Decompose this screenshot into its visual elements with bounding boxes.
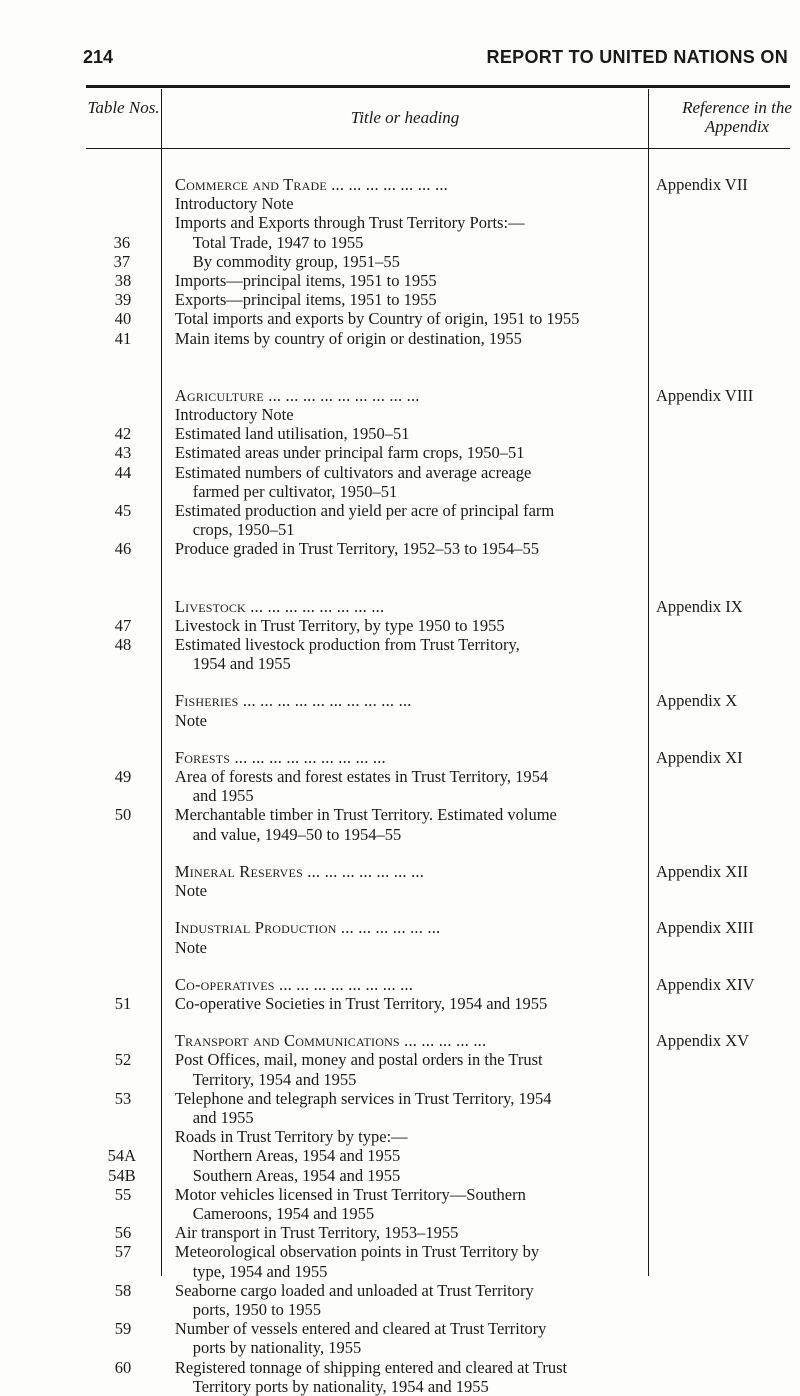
table-title: Livestock in Trust Territory, by type 1950 to 1955: [174, 615, 505, 635]
section-gap: [86, 900, 790, 918]
table-title: Roads in Trust Territory by type:—: [174, 1127, 408, 1147]
table-row: [86, 1166, 790, 1185]
table-row: [86, 539, 790, 558]
section-title: Co-operatives ... ... ... ... ... ... ... ...: [174, 974, 414, 994]
section-gap: [86, 844, 790, 862]
section-gap: [86, 730, 790, 748]
table-number: [86, 1127, 160, 1146]
appendix-reference: Appendix IX: [656, 596, 743, 616]
header-rule: [86, 148, 790, 149]
table-number: 46: [114, 539, 132, 559]
running-title: REPORT TO UNITED NATIONS ON: [486, 47, 788, 67]
table-row: [86, 233, 790, 252]
table-row: [86, 635, 790, 654]
table-number: 54A: [107, 1146, 137, 1166]
appendix-reference: Appendix XII: [656, 861, 749, 881]
table-row: [86, 290, 790, 309]
table-title: Estimated areas under principal farm crops, 1950–51: [174, 443, 525, 463]
table-row: [86, 938, 790, 957]
table-row: [86, 1127, 790, 1146]
table-row: [86, 654, 790, 673]
table-row: [86, 405, 790, 424]
table-row: [86, 194, 790, 213]
table-title: Estimated numbers of cultivators and average acreage: [174, 462, 532, 482]
section-heading-row: [86, 597, 790, 616]
table-title: ports by nationality, 1955: [192, 1338, 362, 1358]
table-title: Number of vessels entered and cleared at Trust Territory: [174, 1319, 547, 1339]
appendix-reference: Appendix XV: [656, 1031, 750, 1051]
top-rule: [86, 85, 790, 88]
table-row: [86, 786, 790, 805]
table-title: and 1955: [192, 786, 254, 806]
table-row: [86, 1300, 790, 1319]
table-number: 58: [114, 1280, 132, 1300]
section-gap: [86, 559, 790, 597]
table-title: Exports—principal items, 1951 to 1955: [174, 290, 437, 310]
section-heading-row: [86, 918, 790, 937]
section-title: Agriculture ... ... ... ... ... ... ... ... ...: [174, 385, 420, 405]
table-number: 53: [114, 1088, 132, 1108]
table-number: [86, 1300, 158, 1319]
table-number: [86, 1338, 158, 1357]
table-number: [86, 213, 160, 232]
table-number: 38: [114, 271, 132, 291]
section-heading-row: [86, 386, 790, 405]
table-row: [86, 271, 790, 290]
table-row: [86, 1223, 790, 1242]
table-row: [86, 1089, 790, 1108]
table-title: Introductory Note: [174, 405, 294, 425]
table-title: and 1955: [192, 1107, 254, 1127]
table-row: [86, 1262, 790, 1281]
table-row: [86, 329, 790, 348]
table-number: 51: [114, 993, 132, 1013]
table-title: Territory, 1954 and 1955: [192, 1069, 357, 1089]
section-title: Forests ... ... ... ... ... ... ... ... ...: [174, 747, 386, 767]
table-title: Imports and Exports through Trust Territory Ports:—: [174, 213, 525, 233]
table-row: [86, 1338, 790, 1357]
table-title: Territory ports by nationality, 1954 and 1955: [192, 1376, 489, 1396]
page-number: 214: [83, 47, 114, 67]
appendix-reference: Appendix XIV: [656, 974, 755, 994]
table-number: [86, 482, 158, 501]
table-number: 42: [114, 424, 132, 444]
table-number: [86, 786, 158, 805]
table-title: Estimated livestock production from Trust Territory,: [174, 635, 520, 655]
table-number: 52: [114, 1050, 132, 1070]
table-title: Merchantable timber in Trust Territory. Estimated volume: [174, 805, 557, 825]
table-title: Meteorological observation points in Trust Territory by: [174, 1242, 540, 1262]
section-heading-row: [86, 691, 790, 710]
table-row: [86, 1050, 790, 1069]
table-row: [86, 309, 790, 328]
table-number: 36: [113, 232, 131, 252]
table-title: Co-operative Societies in Trust Territory, 1954 and 1955: [174, 993, 548, 1013]
appendix-reference: Appendix XI: [656, 747, 743, 767]
table-number: [86, 520, 158, 539]
running-head: [0, 0, 800, 80]
section-gap: [86, 348, 790, 386]
table-title: By commodity group, 1951–55: [192, 251, 400, 271]
table-title: Area of forests and forest estates in Trust Territory, 1954: [174, 767, 549, 787]
section-gap: [86, 673, 790, 691]
table-number: 41: [114, 328, 132, 348]
column-header-nos: Table Nos.: [87, 98, 160, 117]
table-title: and value, 1949–50 to 1954–55: [192, 824, 402, 844]
table-title: Seaborne cargo loaded and unloaded at Trust Territory: [174, 1280, 534, 1300]
appendix-reference: Appendix VII: [656, 175, 748, 194]
table-row: [86, 1185, 790, 1204]
table-row: [86, 252, 790, 271]
table-title: Southern Areas, 1954 and 1955: [192, 1165, 401, 1185]
table-number: [86, 1108, 158, 1127]
table-number: 44: [114, 462, 132, 482]
table-row: [86, 424, 790, 443]
table-row: [86, 501, 790, 520]
table-row: [86, 520, 790, 539]
table-number: 50: [114, 805, 132, 825]
table-title: Post Offices, mail, money and postal orders in the Trust: [174, 1050, 543, 1070]
table-number: 47: [114, 615, 132, 635]
table-number: [86, 1204, 158, 1223]
table-number: [86, 711, 160, 730]
table-title: Estimated production and yield per acre of principal farm: [174, 501, 555, 521]
appendix-reference: Appendix XIII: [656, 918, 754, 938]
table-number: 48: [114, 635, 132, 655]
section-heading-row: [86, 862, 790, 881]
table-number: 55: [114, 1184, 132, 1204]
table-number: 54B: [108, 1165, 136, 1185]
table-number: 37: [113, 251, 131, 271]
table-title: Note: [174, 710, 207, 730]
column-header-title: Title or heading: [350, 108, 460, 127]
table-title: type, 1954 and 1955: [192, 1261, 328, 1281]
table-number: [86, 1262, 158, 1281]
table-title: Note: [174, 881, 207, 901]
table-row: [86, 1358, 790, 1377]
table-title: Total Trade, 1947 to 1955: [192, 232, 364, 252]
table-row: [86, 1377, 790, 1396]
table-number: [86, 1070, 158, 1089]
table-row: [86, 463, 790, 482]
section-heading-row: [86, 175, 790, 194]
table-row: [86, 994, 790, 1013]
table-row: [86, 1204, 790, 1223]
table-number: 40: [114, 309, 132, 329]
table-row: [86, 805, 790, 824]
table-title: Note: [174, 937, 207, 957]
table-row: [86, 881, 790, 900]
section-title: Livestock ... ... ... ... ... ... ... ...: [174, 596, 385, 616]
section-heading-row: [86, 1031, 790, 1050]
table-number: [86, 825, 158, 844]
table-row: [86, 213, 790, 232]
table-row: [86, 1281, 790, 1300]
table-title: farmed per cultivator, 1950–51: [192, 481, 398, 501]
section-title: Transport and Communications ... ... ... ... ...: [174, 1031, 487, 1051]
table-title: Imports—principal items, 1951 to 1955: [174, 271, 437, 291]
section-title: Mineral Reserves ... ... ... ... ... ... ...: [174, 861, 425, 881]
table-title: ports, 1950 to 1955: [192, 1299, 322, 1319]
table-number: 43: [114, 443, 132, 463]
table-body: [86, 175, 790, 1396]
table-title: Produce graded in Trust Territory, 1952–53 to 1954–55: [174, 539, 540, 559]
table-title: Cameroons, 1954 and 1955: [192, 1203, 375, 1223]
table-row: [86, 711, 790, 730]
table-number: [86, 194, 160, 213]
appendix-reference: Appendix X: [656, 691, 738, 711]
table-number: [86, 881, 160, 900]
table-title: Air transport in Trust Territory, 1953–1955: [174, 1223, 459, 1243]
table-number: 57: [114, 1242, 132, 1262]
table-number: 45: [114, 501, 132, 521]
table-row: [86, 825, 790, 844]
table-row: [86, 1108, 790, 1127]
table-number: [86, 405, 160, 424]
table-title: Main items by country of origin or destination, 1955: [174, 328, 522, 348]
table-title: crops, 1950–51: [192, 520, 295, 540]
column-header-reference: Reference in the Appendix: [682, 98, 792, 136]
table-title: 1954 and 1955: [192, 654, 291, 674]
section-title: Commerce and Trade ... ... ... ... ... ... ...: [174, 175, 448, 194]
table-number: 56: [114, 1223, 132, 1243]
table-number: 59: [114, 1319, 132, 1339]
table-number: 60: [114, 1357, 132, 1377]
table-title: Northern Areas, 1954 and 1955: [192, 1146, 401, 1166]
table-title: Estimated land utilisation, 1950–51: [174, 424, 410, 444]
appendix-reference: Appendix VIII: [656, 385, 754, 405]
table-number: [86, 654, 158, 673]
table-title: Registered tonnage of shipping entered and cleared at Trust: [174, 1357, 568, 1377]
section-title: Fisheries ... ... ... ... ... ... ... ... ... ...: [174, 691, 412, 711]
table-row: [86, 1070, 790, 1089]
table-number: [86, 938, 160, 957]
table-row: [86, 1319, 790, 1338]
table-row: [86, 482, 790, 501]
section-title: Industrial Production ... ... ... ... ... ...: [174, 918, 441, 938]
table-number: [86, 1377, 158, 1396]
section-heading-row: [86, 975, 790, 994]
section-gap: [86, 957, 790, 975]
table-row: [86, 616, 790, 635]
table-title: Total imports and exports by Country of origin, 1951 to 1955: [174, 309, 580, 329]
section-gap: [86, 1013, 790, 1031]
table-row: [86, 1242, 790, 1261]
table-number: 39: [114, 290, 132, 310]
table-row: [86, 1146, 790, 1165]
table-row: [86, 767, 790, 786]
table-number: 49: [114, 767, 132, 787]
table-title: Motor vehicles licensed in Trust Territory—Southern: [174, 1184, 526, 1204]
table-title: Telephone and telegraph services in Trust Territory, 1954: [174, 1088, 552, 1108]
section-heading-row: [86, 748, 790, 767]
table-row: [86, 443, 790, 462]
table-title: Introductory Note: [174, 194, 294, 214]
